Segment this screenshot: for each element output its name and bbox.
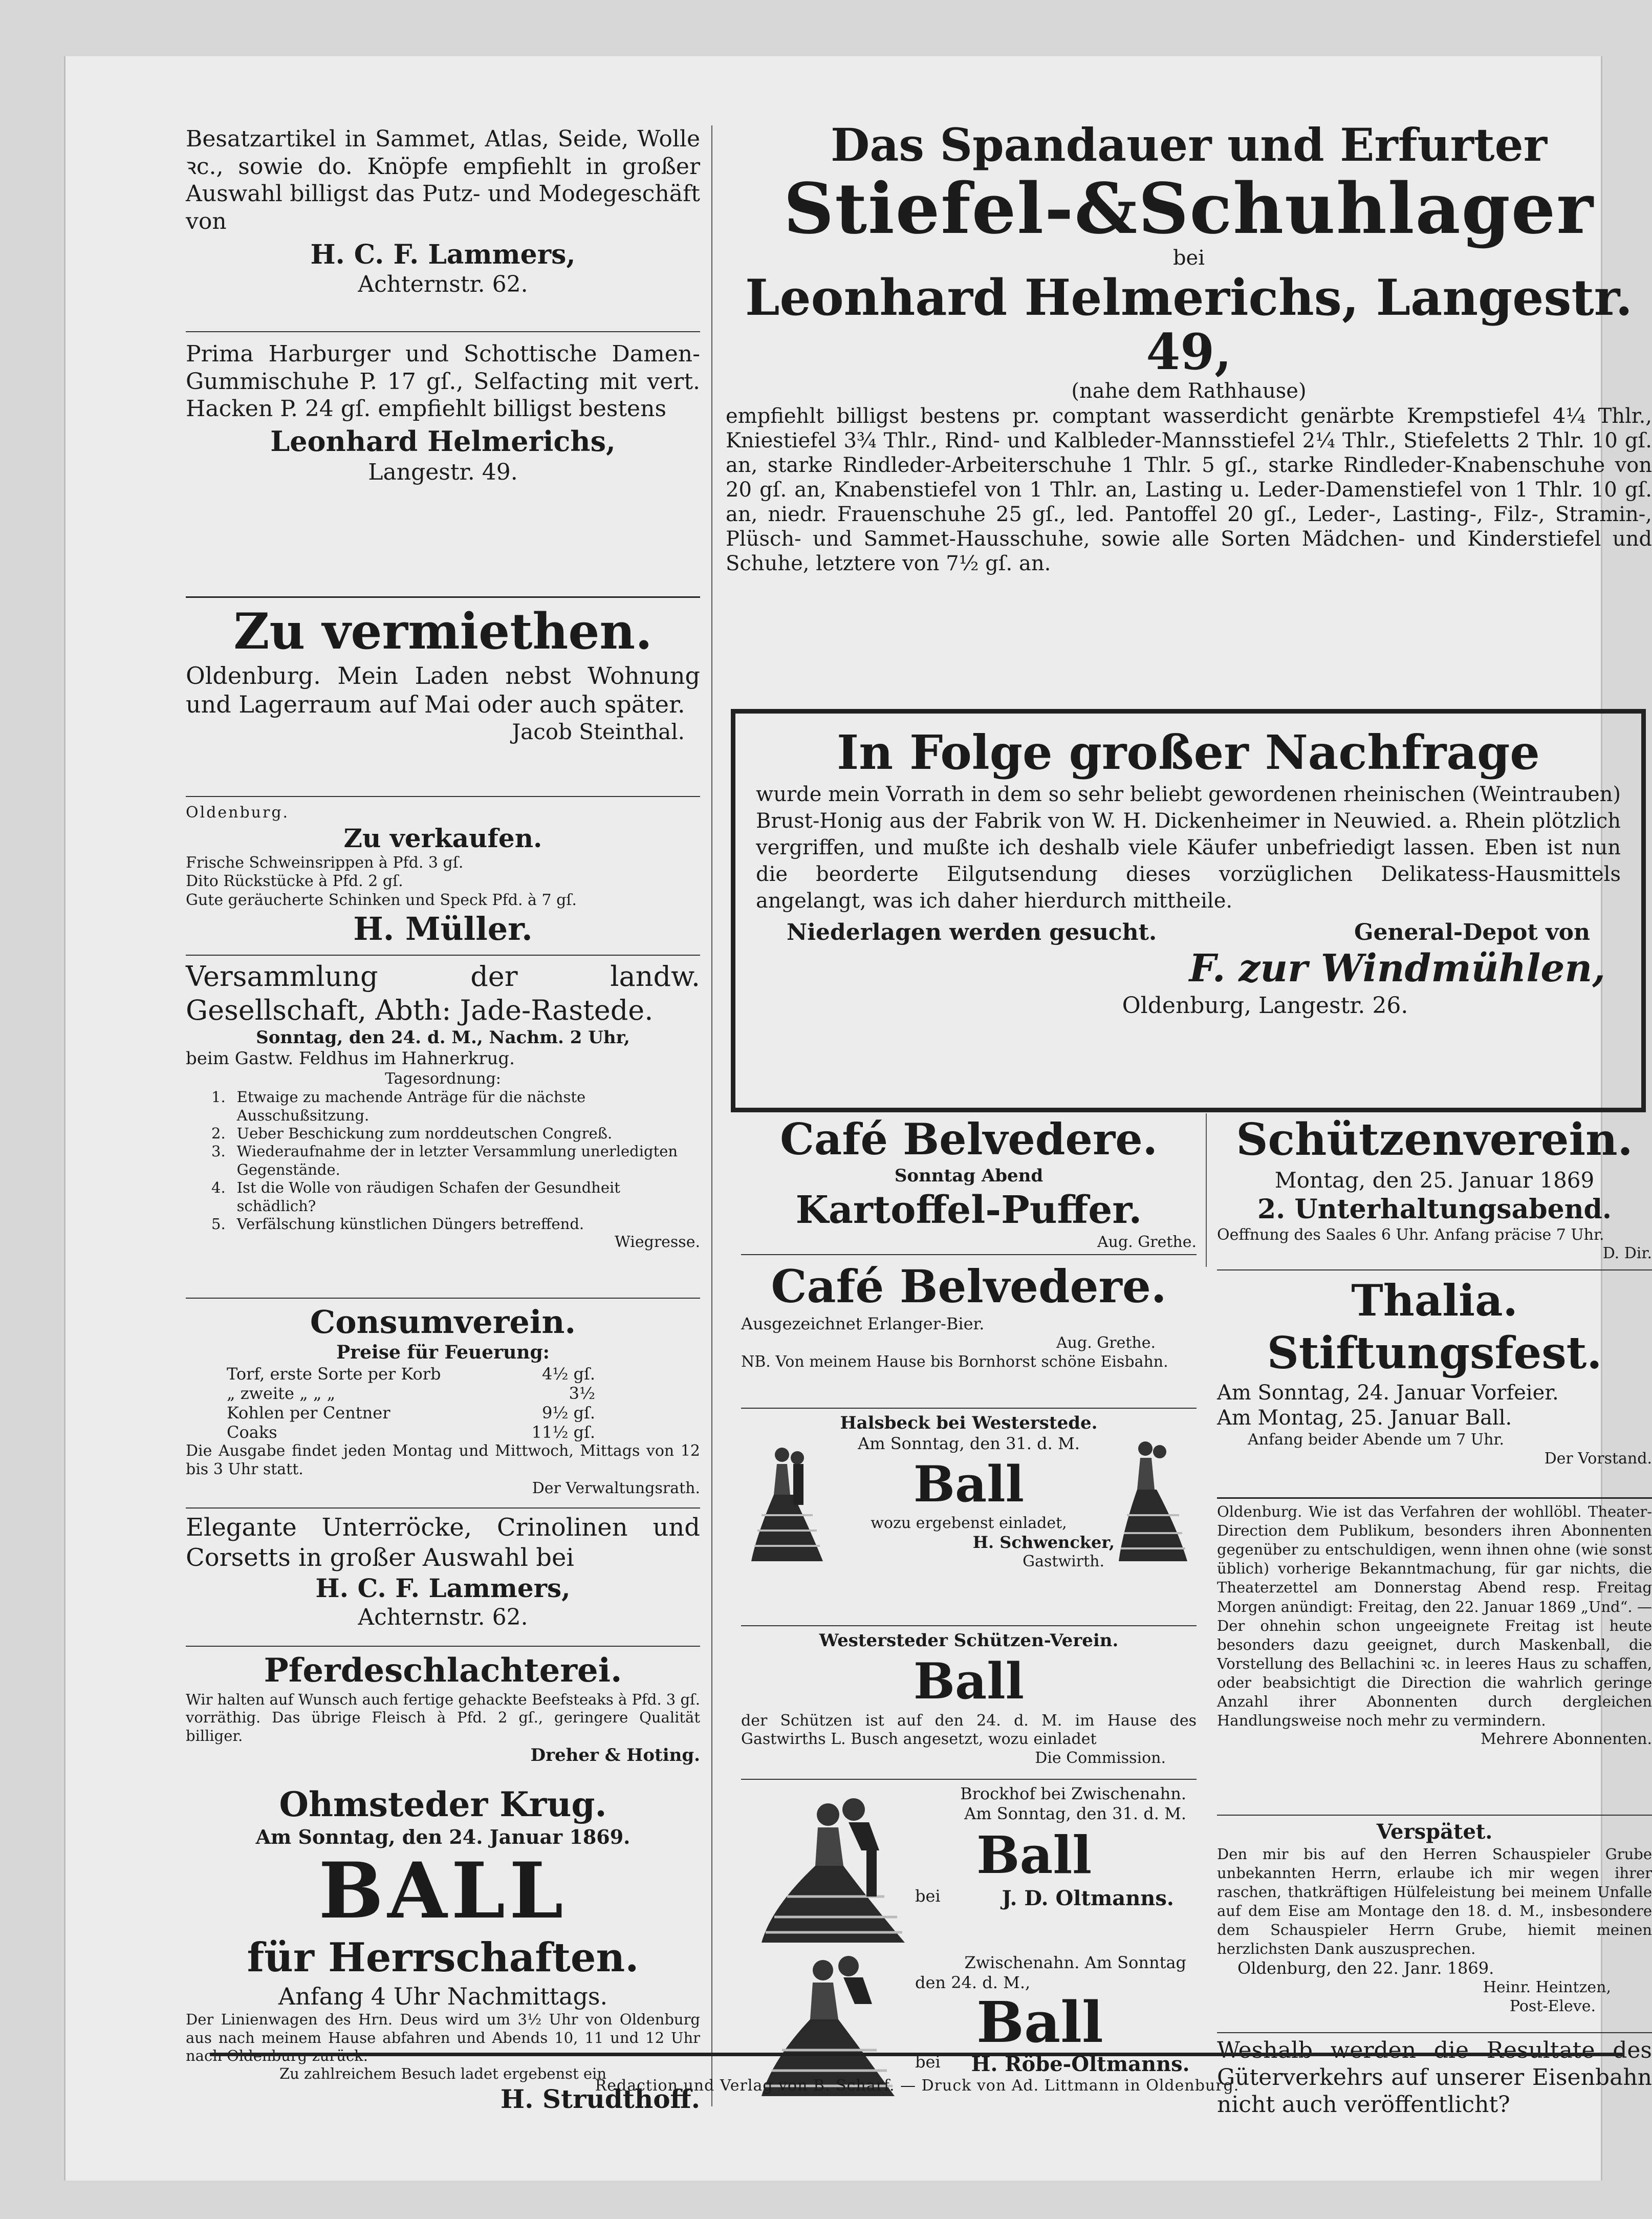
ad-text: Wir halten auf Wunsch auch fertige gehackte Beefsteaks à Pfd. 3 gſ. vorräthig. Das übrige Fleisch à Pfd. 2 gſ., geringere Qualität billiger. bbox=[186, 1691, 700, 1744]
ad-signature: H. Müller. bbox=[353, 910, 533, 948]
ad-address: Langestr. 49. bbox=[368, 459, 518, 485]
ad-cafe-belvedere-1 bbox=[741, 1113, 1197, 1252]
ad-text: Die Ausgabe findet jeden Montag und Mittwoch, Mittags von 12 bis 3 Uhr statt. bbox=[186, 1441, 700, 1479]
ad-halsbeck-ball bbox=[741, 1413, 1197, 1628]
ad-ball: BALL bbox=[318, 1845, 568, 1936]
ad-text: Prima Harburger und Schottische Damen-Gummischuhe P. 17 gſ., Selfacting mit vert. Hacken P. 24 gſ. empfiehlt billigst bestens bbox=[186, 341, 700, 422]
column-divider bbox=[1206, 1113, 1207, 1267]
ad-text: Weshalb werden die Resultate des Güterverkehrs auf unserer Eisenbahn nicht auch veröffentlicht? bbox=[1217, 2037, 1652, 2118]
price-value: 9½ gſ. bbox=[541, 1403, 595, 1423]
ad-text: Oldenburg. Mein Laden nebst Wohnung und Lagerraum auf Mai oder auch später. bbox=[186, 662, 700, 719]
ad-date: Am Sonntag, den 24. Januar 1869. bbox=[255, 1825, 631, 1848]
price-value: 11½ gſ. bbox=[531, 1422, 595, 1442]
item-number: 1. bbox=[211, 1088, 226, 1106]
ad-date: Am Sonntag, den 31. d. M. bbox=[964, 1804, 1186, 1824]
divider bbox=[741, 1779, 1197, 1780]
price-item: „ zweite „ „ „ bbox=[227, 1383, 336, 1403]
ad-note: NB. Von meinem Hause bis Bornhorst schöne Eisbahn. bbox=[741, 1352, 1168, 1371]
ad-signature: Wiegresse. bbox=[614, 1233, 700, 1252]
price-value: 3½ bbox=[569, 1383, 595, 1403]
ad-heading: Halsbeck bei Westerstede. bbox=[840, 1413, 1098, 1433]
ad-consumer-club bbox=[186, 1303, 700, 1498]
ad-line: Anfang beider Abende um 7 Uhr. bbox=[1248, 1430, 1504, 1449]
ad-signature: Mehrere Abonnenten. bbox=[1481, 1730, 1652, 1749]
ad-brockhof-ball bbox=[741, 1784, 1197, 1953]
ad-shooting-club bbox=[1217, 1113, 1652, 1263]
ad-date: Am Sonntag, den 31. d. M. bbox=[858, 1434, 1080, 1454]
ad-merchant-name: Leonhard Helmerichs, bbox=[270, 425, 616, 458]
divider bbox=[1217, 1815, 1652, 1816]
ad-assembly bbox=[186, 960, 700, 1252]
price-row bbox=[227, 1384, 595, 1403]
ad-date: Oldenburg, den 22. Janr. 1869. bbox=[1237, 1958, 1494, 1978]
item-number: 4. bbox=[211, 1179, 226, 1197]
ad-signature: Der Vorstand. bbox=[1544, 1449, 1652, 1468]
ad-for-rent bbox=[186, 601, 700, 745]
ad-line: Frische Schweinsrippen à Pfd. 3 gſ. bbox=[186, 853, 464, 872]
price-row bbox=[227, 1403, 595, 1423]
ad-address: Achternstr. 62. bbox=[358, 1604, 528, 1631]
ad-title: Ohmsteder Krug. bbox=[279, 1784, 607, 1824]
honey-advert-box bbox=[731, 709, 1646, 1112]
agenda-item bbox=[211, 1215, 700, 1233]
ad-text: Oldenburg. Wie ist das Verfahren der wohllöbl. Theater-Direction dem Publikum, besonders ihren Abonnenten gegenüber zu entschuldigen, wenn ihnen ohne (wie sonst üblich) vorherige Bekanntmachung, für gar nichts, die Theaterzettel am Donnerstag Abend resp. Freitag Morgen anündigt: Freitag, den 22. Januar 1869 „Und“. — Der ohnehin schon ungeeignete Freitag ist heute besonders dazu geeignet, durch Maskenball, die Vorstellung des Bellachini ꝛc. in leeres Haus zu schaffen, oder beabsichtigt die Direction die wahrlich geringe Anzahl ihrer Abonnenten durch dergleichen Handlungsweise noch mehr zu vermindern. bbox=[1217, 1503, 1652, 1730]
ad-title: Versammlung der landw. Gesellschaft, Abth: Jade-Rastede. bbox=[186, 960, 700, 1026]
ad-text: Der Linienwagen des Hrn. Deus wird um 3½ Uhr von Oldenburg aus nach meinem Hause abfahren und Abends 10, 11 und 12 Uhr nach Oldenburg zurück. bbox=[186, 2011, 700, 2064]
agenda-list bbox=[186, 1088, 700, 1233]
advert-subtitle: (nahe dem Rathhause) bbox=[1071, 379, 1307, 403]
box-depot: General-Depot von bbox=[1354, 919, 1590, 946]
price-list bbox=[186, 1364, 595, 1442]
ad-theater-complaint bbox=[1217, 1502, 1652, 1749]
ad-invite: Zu zahlreichem Besuch ladet ergebenst ein bbox=[279, 2065, 607, 2083]
divider bbox=[741, 1625, 1197, 1626]
left-column bbox=[186, 125, 700, 2114]
ad-title: Café Belvedere. bbox=[771, 1260, 1167, 1313]
main-shoe-advert bbox=[726, 118, 1652, 576]
ad-main: Kartoffel-Puffer. bbox=[795, 1188, 1142, 1232]
ad-title: Pferdeschlachterei. bbox=[264, 1651, 622, 1690]
ad-text: der Schützen ist auf den 24. d. M. im Hause des Gastwirths L. Busch angesetzt, wozu einladet bbox=[741, 1711, 1197, 1749]
ad-line: Am Sonntag, 24. Januar Vorfeier. bbox=[1217, 1381, 1559, 1405]
ad-text: Den mir bis auf den Herren Schauspieler Grube unbekannten Herrn, erlaube ich mir wegen ihrer raschen, thatkräftigen Hülfeleistung bei meinem Unfalle auf dem Eise am Montage den 18. d. M., insbesondere dem Schauspieler Herrn Grube, hiemit meinen herzlichsten Dank auszusprechen. bbox=[1217, 1845, 1652, 1958]
price-item: Kohlen per Centner bbox=[227, 1403, 390, 1423]
box-signature: F. zur Windmühlen, bbox=[1189, 946, 1605, 991]
advert-merchant: Leonhard Helmerichs, Langestr. 49, bbox=[745, 268, 1633, 381]
box-wanted: Niederlagen werden gesucht. bbox=[787, 919, 1157, 946]
ad-title: Zu verkaufen. bbox=[343, 823, 542, 853]
agenda-item bbox=[211, 1179, 700, 1215]
price-row bbox=[227, 1423, 595, 1442]
ad-ball: Ball bbox=[913, 1652, 1025, 1711]
box-title: In Folge großer Nachfrage bbox=[837, 725, 1540, 780]
item-text: Etwaige zu machende Anträge für die nächste Ausschußsitzung. bbox=[236, 1088, 586, 1124]
ad-cafe-belvedere-2 bbox=[741, 1259, 1197, 1372]
ad-heading: Westersteder Schützen-Verein. bbox=[819, 1630, 1119, 1651]
divider bbox=[1217, 2032, 1652, 2033]
ad-signature: H. Schwencker, bbox=[972, 1533, 1115, 1553]
ad-place: beim Gastw. Feldhus im Hahnerkrug. bbox=[186, 1048, 515, 1069]
item-text: Wiederaufnahme der in letzter Versammlung unerledigten Gegenstände. bbox=[236, 1143, 678, 1178]
ad-text: Oeffnung des Saales 6 Uhr. Anfang präcise 7 Uhr. bbox=[1217, 1225, 1604, 1244]
dancing-couple-illustration bbox=[751, 1794, 915, 1948]
price-item: Coaks bbox=[227, 1422, 277, 1442]
ad-signature: Der Verwaltungsrath. bbox=[532, 1479, 700, 1497]
ad-line: Ausgezeichnet Erlanger-Bier. bbox=[741, 1314, 985, 1334]
divider bbox=[186, 796, 700, 797]
ad-line: Dito Rückstücke à Pfd. 2 gſ. bbox=[186, 872, 403, 891]
ad-ball: Ball bbox=[976, 1825, 1092, 1886]
ad-lammers-trimmings bbox=[186, 125, 700, 298]
divider bbox=[186, 1507, 700, 1509]
divider bbox=[1217, 1497, 1652, 1499]
ad-title: Café Belvedere. bbox=[780, 1114, 1158, 1165]
ad-place: Oldenburg. bbox=[186, 804, 290, 822]
item-text: Ist die Wolle von räudigen Schafen der Gesundheit schädlich? bbox=[236, 1179, 620, 1215]
ad-text: Elegante Unterröcke, Crinolinen und Corsetts in großer Auswahl bei bbox=[186, 1513, 700, 1572]
ad-ball: Ball bbox=[976, 1989, 1103, 2056]
ad-date: den 24. d. M., bbox=[915, 1973, 1031, 1993]
middle-column bbox=[741, 1113, 1197, 2106]
ad-helmerichs-galoshes bbox=[186, 340, 700, 486]
box-wanted-row bbox=[756, 919, 1621, 945]
ad-signature: Jacob Steinthal. bbox=[512, 719, 685, 745]
ad-lammers-petticoats bbox=[186, 1513, 700, 1631]
item-number: 3. bbox=[211, 1143, 226, 1160]
ad-for-sale bbox=[186, 804, 700, 949]
ad-bei: bei bbox=[915, 2052, 941, 2072]
advert-bei: bei bbox=[1172, 246, 1205, 270]
ad-thalia bbox=[1217, 1275, 1652, 1468]
ad-subtitle: Stiftungsfest. bbox=[1267, 1327, 1602, 1380]
ad-line: Am Montag, 25. Januar Ball. bbox=[1217, 1406, 1512, 1430]
ad-invite: wozu ergebenst einladet, bbox=[871, 1514, 1067, 1532]
agenda-label: Tagesordnung: bbox=[385, 1069, 501, 1088]
item-number: 2. bbox=[211, 1125, 226, 1143]
box-address: Oldenburg, Langestr. 26. bbox=[1122, 992, 1408, 1019]
ad-date: Sonntag, den 24. d. M., Nachm. 2 Uhr, bbox=[256, 1027, 630, 1048]
divider bbox=[186, 331, 700, 332]
ad-signature: D. Dir. bbox=[1602, 1244, 1652, 1263]
price-item: Torf, erste Sorte per Korb bbox=[227, 1364, 441, 1384]
ad-heading: Brockhof bei Zwischenahn. bbox=[960, 1784, 1186, 1803]
divider bbox=[186, 1646, 700, 1647]
ad-role: Gastwirth. bbox=[1023, 1553, 1104, 1571]
ad-merchant-name: H. C. F. Lammers, bbox=[315, 1573, 571, 1604]
ad-signature: Heinr. Heintzen, bbox=[1483, 1978, 1611, 1997]
item-number: 5. bbox=[211, 1215, 226, 1233]
box-text: wurde mein Vorrath in dem so sehr beliebt gewordenen rheinischen (Weintrauben) Brust-Honig aus der Fabrik von W. H. Dickenheimer in Neuwied. a. Rhein plötzlich vergriffen, und mußte ich deshalb viele Käufer unbefriedigt lassen. Eben ist nun die beorderte Eilgutsendung dieses vorzüglichen Delikatess-Hausmittels angelangt, was ich daher hierdurch mittheile. bbox=[756, 783, 1621, 913]
ad-subtitle: für Herrschaften. bbox=[247, 1934, 639, 1981]
divider bbox=[1217, 1269, 1652, 1270]
imprint-text: Redaction und Verlag von B. Scharf. — Druck von Ad. Littmann in Oldenburg. bbox=[595, 2077, 1240, 2095]
divider bbox=[186, 596, 700, 598]
ad-signature: J. D. Oltmanns. bbox=[1002, 1886, 1174, 1911]
ad-signature: Aug. Grethe. bbox=[1097, 1233, 1197, 1252]
divider bbox=[186, 955, 700, 956]
ad-subtitle: Preise für Feuerung: bbox=[336, 1341, 550, 1363]
ad-title: Schützenverein. bbox=[1236, 1114, 1633, 1166]
advert-text: empfiehlt billigst bestens pr. comptant wasserdicht genärbte Krempstiefel 4¼ Thlr., Kniestiefel 3¾ Thlr., Rind- und Kalbleder-Mannsstiefel 2¼ Thlr., Stiefeletts 2 Thlr. 10 gſ. an, starke Rindleder-Arbeiterschuhe 1 Thlr. 5 gſ., starke Rindleder-Knabenschuhe von 20 gſ. an, Knabenstiefel von 1 Thlr. an, Lasting u. Leder-Damenstiefel von 1 Thlr. 10 gſ. an, niedr. Frauenschuhe 25 gſ., led. Pantoffel 20 gſ., Leder-, Lasting-, Filz-, Stramin-, Plüsch- und Sammet-Hausschuhe, sowie alle Sorten Mädchen- und Kinderstiefel und Schuhe, letztere von 7½ gſ. an. bbox=[726, 404, 1652, 575]
ad-signature: H. Röbe-Oltmanns. bbox=[971, 2052, 1190, 2076]
ad-address: Achternstr. 62. bbox=[358, 271, 528, 298]
divider bbox=[741, 1254, 1197, 1255]
ad-heading: Zwischenahn. Am Sonntag bbox=[964, 1953, 1186, 1972]
ad-bei: bei bbox=[915, 1886, 941, 1906]
agenda-item bbox=[211, 1088, 700, 1125]
ad-title: Thalia. bbox=[1351, 1275, 1518, 1326]
advert-title: Stiefel-&Schuhlager bbox=[784, 168, 1594, 250]
dancing-couple-illustration bbox=[746, 1444, 828, 1566]
ad-title: Consumverein. bbox=[310, 1303, 576, 1341]
column-divider bbox=[711, 125, 712, 2106]
agenda-item bbox=[211, 1125, 700, 1143]
ad-title: Zu vermiethen. bbox=[233, 602, 653, 660]
agenda-item bbox=[211, 1143, 700, 1179]
ad-signature: H. Strudthoff. bbox=[500, 2083, 700, 2114]
dancing-couple-illustration bbox=[1115, 1438, 1191, 1566]
ad-time: Anfang 4 Uhr Nachmittags. bbox=[278, 1983, 608, 2011]
ad-role: Post-Eleve. bbox=[1509, 1997, 1596, 2016]
price-row bbox=[227, 1364, 595, 1384]
ad-westerstede-shooting-club bbox=[741, 1630, 1197, 1768]
advert-header: Das Spandauer und Erfurter bbox=[831, 118, 1547, 171]
item-text: Verfälschung künstlichen Düngers betreffend. bbox=[236, 1215, 584, 1233]
price-value: 4½ gſ. bbox=[541, 1364, 595, 1384]
divider bbox=[186, 1298, 700, 1299]
ad-horse-butcher bbox=[186, 1651, 700, 1766]
ad-merchant-name: H. C. F. Lammers, bbox=[310, 239, 576, 270]
imprint-footer bbox=[210, 2053, 1624, 2095]
ad-signature: Die Commission. bbox=[1035, 1749, 1166, 1767]
ad-title: Verspätet. bbox=[1376, 1820, 1493, 1844]
ad-main: 2. Unterhaltungsabend. bbox=[1257, 1194, 1612, 1225]
ad-line: Gute geräucherte Schinken und Speck Pfd. à 7 gſ. bbox=[186, 891, 577, 909]
ad-signature: Dreher & Hoting. bbox=[530, 1745, 700, 1766]
ad-late-thanks bbox=[1217, 1820, 1652, 2016]
ad-text: Besatzartikel in Sammet, Atlas, Seide, Wolle ꝛc., sowie do. Knöpfe empfiehlt in großer Auswahl billigst das Putz- und Modegeschäft von bbox=[186, 126, 700, 235]
item-text: Ueber Beschickung zum norddeutschen Congreß. bbox=[236, 1125, 613, 1143]
newspaper-page bbox=[64, 56, 1652, 2181]
divider bbox=[741, 1408, 1197, 1409]
ad-ball: Ball bbox=[913, 1455, 1025, 1513]
right-column bbox=[1217, 1113, 1652, 2118]
ad-subtitle: Sonntag Abend bbox=[894, 1166, 1044, 1187]
ad-signature: Aug. Grethe. bbox=[1056, 1334, 1156, 1352]
ad-date: Montag, den 25. Januar 1869 bbox=[1274, 1167, 1595, 1193]
